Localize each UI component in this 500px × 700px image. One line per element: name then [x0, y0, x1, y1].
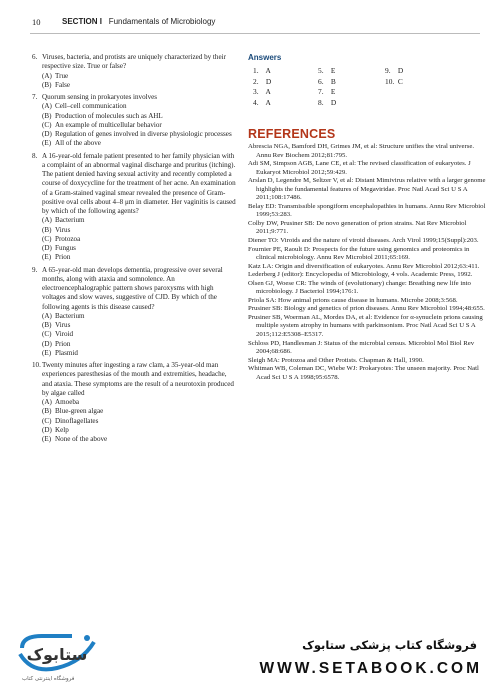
- option-letter: (C): [42, 416, 52, 425]
- answers-title: Answers: [248, 53, 282, 62]
- answer-number: 7.: [318, 87, 324, 96]
- answer-letter: A: [265, 87, 271, 96]
- page-number: 10: [32, 17, 41, 27]
- option-letter: (C): [42, 120, 52, 129]
- reference-entry: Belay ED: Transmissible spongiform encephalopathies in humans. Annu Rev Microbiol 1999;53:283.: [248, 202, 486, 219]
- store-url: WWW.SETABOOK.COM: [259, 660, 482, 677]
- answers-block: [248, 53, 488, 114]
- answer-option: [32, 349, 237, 358]
- reference-entry: Colby DW, Prusiner SB: De novo generation of prion strains. Nat Rev Microbiol 2011;9:771.: [248, 219, 467, 236]
- option-letter: (E): [42, 435, 52, 443]
- reference-entry: Diener TO: Viroids and the nature of viroid diseases. Arch Virol 1999;15(Suppl):203.: [248, 237, 479, 245]
- reference-entry: Schloss PD, Handlesman J: Status of the microbial census. Microbiol Mol Biol Rev 2004;68:686.: [248, 339, 475, 356]
- option-letter: (B): [42, 111, 52, 120]
- question-text: A 65-year-old man develops dementia, progressive over several months, along with ataxia and somnolence. An electroencephalographic pattern shows paroxysms with high voltages and slow waves, suggestive of CJD. By which of the following agents is this disease caused?: [42, 265, 223, 311]
- answer-option: [32, 330, 237, 339]
- answer-option: [32, 121, 237, 130]
- answer-option: [32, 235, 237, 244]
- answer-number: 9.: [385, 66, 391, 75]
- option-text: Cell–cell communication: [55, 102, 127, 111]
- question-number: 10.: [32, 361, 41, 369]
- answer-option: [32, 244, 237, 253]
- option-text: Virus: [55, 321, 71, 329]
- option-text: Blue-green algae: [55, 407, 104, 416]
- answer-item: [385, 77, 425, 86]
- option-text: True: [55, 71, 69, 80]
- question-options: [32, 398, 237, 444]
- answer-letter: A: [265, 97, 271, 107]
- option-letter: (B): [42, 407, 52, 416]
- option-text: Protozoa: [55, 234, 81, 243]
- question-options: [32, 216, 237, 262]
- answer-option: [32, 435, 237, 444]
- option-text: Dinoflagellates: [55, 416, 99, 425]
- section-title: Fundamentals of Microbiology: [108, 17, 216, 26]
- question-number: 8.: [32, 151, 38, 160]
- option-letter: (E): [42, 139, 52, 148]
- answer-letter: D: [397, 66, 404, 75]
- option-text: Production of molecules such as AHL: [55, 111, 163, 120]
- answer-number: 4.: [253, 97, 259, 107]
- section-label: SECTION I: [62, 17, 103, 26]
- question-stem: [32, 93, 237, 102]
- option-letter: (D): [42, 425, 52, 434]
- option-letter: (A): [42, 71, 52, 80]
- option-text: Viroid: [55, 330, 74, 339]
- answer-option: [32, 72, 237, 81]
- question-number: 7.: [32, 93, 38, 101]
- option-text: Bacterium: [55, 216, 85, 225]
- option-letter: (A): [42, 216, 52, 225]
- answer-option: [32, 321, 237, 330]
- answer-option: [32, 81, 237, 90]
- reference-entry: Fournier PE, Raoult D: Prospects for the future using genomics and proteomics in clinical microbiology. Annu Rev Microbiol 2011;65:169.: [248, 245, 470, 262]
- reference-entry: Adi SM, Simpson AGB, Lane CE, et al: The revised classification of eukaryotes. J Eukaryot Microbiol 2012;59:429.: [248, 160, 471, 176]
- option-letter: (A): [42, 311, 52, 320]
- question-options: [32, 102, 237, 148]
- answers-grid: [248, 66, 488, 114]
- reference-entry: Olsen GJ, Woese CR: The winds of (evolutionary) change: Breathing new life into microbiology. J Bacteriol 1994;176:1.: [248, 279, 471, 296]
- answer-item: [318, 98, 358, 107]
- option-text: Prion: [55, 339, 71, 348]
- reference-entry: Lederberg J (editor): Encyclopedia of Microbiology, 4 vols. Academic Press, 1992.: [248, 271, 473, 279]
- question-text: Viruses, bacteria, and protists are uniquely characterized by their respective size. True or false?: [42, 53, 226, 71]
- answer-letter: C: [397, 76, 403, 86]
- reference-entry: Katz LA: Origin and diversification of eukaryotes. Annu Rev Microbiol 2012;63:411.: [248, 262, 480, 270]
- reference-entry: Prusiner SB, Woerman AL, Mordes DA, et al: Evidence for α-synuclein prions causing multiple system atrophy in humans with parkinsonism. Proc Natl Acad Sci U S A 2015;112:E5308–E5317.: [248, 313, 483, 339]
- answer-option: [32, 407, 237, 416]
- answer-option: [32, 426, 237, 435]
- section-heading: [62, 17, 215, 26]
- reference-entry: Prusiner SB: Biology and genetics of prion diseases. Annu Rev Microbiol 1994;48:655.: [248, 305, 485, 313]
- question-stem: [32, 266, 237, 312]
- option-text: Regulation of genes involved in diverse physiologic processes: [55, 130, 232, 138]
- answer-item: [253, 98, 293, 107]
- answer-letter: E: [330, 66, 336, 75]
- page-header: [32, 17, 480, 31]
- questions-column: [32, 53, 237, 447]
- reference-entry: Whitman WB, Coleman DC, Wiebe WJ: Prokaryotes: The unseen majority. Proc Natl Acad Sci U S A 1998;95:6578.: [248, 365, 479, 381]
- answer-number: 8.: [318, 97, 324, 107]
- references-title: REFERENCES: [248, 127, 336, 141]
- answer-letter: D: [265, 76, 272, 86]
- option-text: Prion: [55, 253, 71, 262]
- answer-item: [253, 66, 293, 75]
- answer-option: [32, 312, 237, 321]
- answer-number: 3.: [253, 87, 259, 96]
- answer-number: 6.: [318, 76, 324, 86]
- option-text: Kelp: [55, 425, 69, 434]
- question-options: [32, 72, 237, 91]
- answer-option: [32, 139, 237, 148]
- header-rule: [30, 33, 480, 34]
- option-letter: (B): [42, 80, 52, 89]
- option-text: False: [55, 80, 70, 89]
- question-number: 9.: [32, 265, 38, 274]
- brand-subtitle: فروشگاه اینترنتی کتاب: [22, 676, 75, 682]
- answer-option: [32, 340, 237, 349]
- answer-option: [32, 226, 237, 235]
- answer-number: 10.: [385, 76, 395, 86]
- answer-item: [318, 77, 358, 86]
- option-text: Amoeba: [55, 398, 80, 406]
- question-text: Quorum sensing in prokaryotes involves: [42, 93, 158, 101]
- answer-option: [32, 417, 237, 426]
- question-stem: [32, 361, 237, 398]
- question-stem: [32, 53, 237, 72]
- answer-item: [318, 87, 358, 96]
- question-text: Twenty minutes after ingesting a raw clam, a 35-year-old man experiences paresthesias of the mouth and extremities, headache, and ataxia. These symptoms are the result of a neurotoxin produced by algae called: [42, 361, 234, 397]
- answer-letter: A: [265, 66, 271, 75]
- answer-letter: D: [330, 97, 337, 107]
- answer-item: [253, 77, 293, 86]
- answer-item: [385, 66, 425, 75]
- option-letter: (B): [42, 321, 52, 329]
- option-text: None of the above: [55, 435, 108, 443]
- answer-option: [32, 112, 237, 121]
- answer-number: 2.: [253, 76, 259, 86]
- answer-letter: B: [330, 76, 336, 86]
- answer-item: [318, 66, 358, 75]
- option-letter: (D): [42, 244, 52, 252]
- option-letter: (C): [42, 234, 52, 243]
- question-stem: [32, 152, 237, 217]
- reference-entry: Arslan D, Legendre M, Seltzer V, et al: Distant Mimivirus relative with a larger genome highlights the fundamental features of Megaviridae. Proc Natl Acad Sci U S A 2011;108:17486.: [248, 177, 486, 202]
- option-letter: (E): [42, 253, 52, 262]
- reference-entry: Abrescia NGA, Bamford DH, Grimes JM, et al: Structure unifies the viral universe. Annu Rev Biochem 2012;81:795.: [248, 143, 475, 159]
- question-number: 6.: [32, 53, 38, 61]
- option-letter: (D): [42, 339, 52, 348]
- option-letter: (A): [42, 102, 52, 111]
- answer-option: [32, 398, 237, 407]
- option-letter: (E): [42, 348, 52, 357]
- reference-entry: Sleigh MA: Protozoa and Other Protists. Chapman & Hall, 1990.: [248, 356, 424, 364]
- answer-option: [32, 130, 237, 139]
- option-text: Virus: [55, 225, 71, 234]
- option-letter: (A): [42, 398, 52, 406]
- option-letter: (D): [42, 130, 52, 138]
- answer-item: [253, 87, 293, 96]
- logo-text: ستابوک: [26, 645, 88, 664]
- option-letter: (B): [42, 225, 52, 234]
- option-text: Bacterium: [55, 311, 85, 320]
- option-letter: (C): [42, 330, 52, 339]
- answer-letter: E: [330, 87, 336, 96]
- question-text: A 16-year-old female patient presented to her family physician with a complaint of an abnormal vaginal discharge and pruritus (itching). The patient denied having sexual activity and recently completed a course of doxycycline for the treatment of her acne. An examination of a Gram-stained vaginal smear revealed the presence of Gram-positive oval cells about 4–8 μm in diameter. Her vaginitis is caused by which of the following agents?: [42, 151, 236, 215]
- answer-option: [32, 102, 237, 111]
- store-name: فروشگاه کتاب پزشکی ستابوک: [302, 638, 477, 652]
- reference-entry: Priola SA: How animal prions cause disease in humans. Microbe 2008;3:568.: [248, 296, 458, 304]
- option-text: All of the above: [55, 139, 101, 148]
- answer-number: 1.: [253, 66, 259, 75]
- question-options: [32, 312, 237, 358]
- option-text: An example of multicellular behavior: [55, 120, 162, 129]
- references-list: [248, 143, 488, 382]
- answer-number: 5.: [318, 66, 324, 75]
- option-text: Plasmid: [55, 348, 78, 357]
- option-text: Fungus: [55, 244, 76, 252]
- answer-option: [32, 216, 237, 225]
- answer-option: [32, 253, 237, 262]
